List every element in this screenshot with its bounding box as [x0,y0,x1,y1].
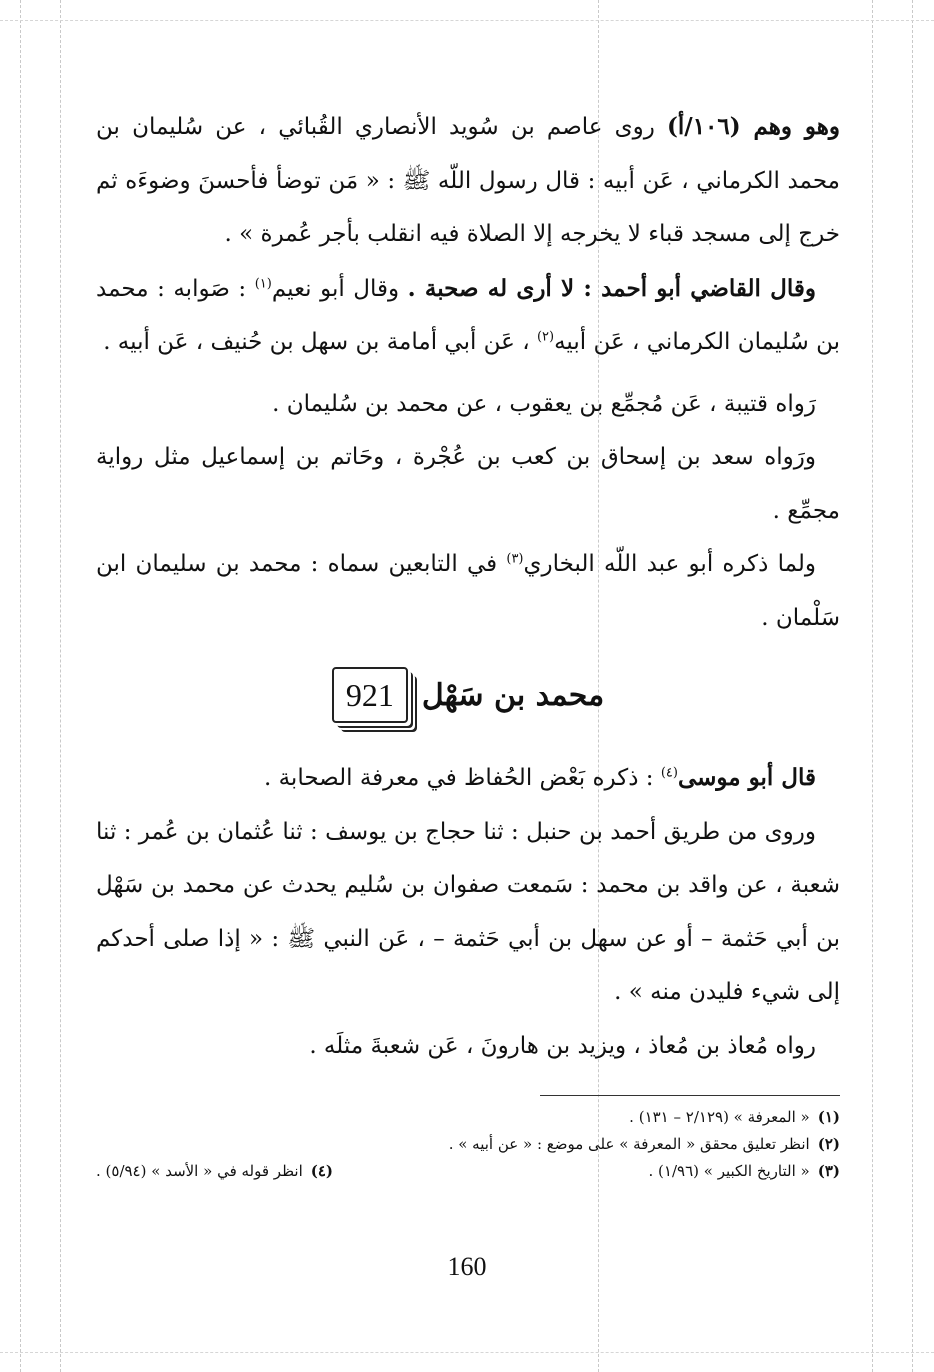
footnote-ref[interactable]: (٢) [536,329,555,345]
footnote-ref[interactable]: (٤) [660,765,678,781]
paragraph-6 [96,751,840,806]
paragraph-lead: وهو وهم (١٠٦/أ) [667,113,840,140]
paragraph-7: وروى من طريق أحمد بن حنبل : ثنا حجاج بن يوسف : ثنا عُثمان بن عُمر : ثنا شعبة ، عن واقد بن محمد : سَمعت صفوان بن سُليم يحدث عن محمد بن سَهْل بن أبي حَثمة – أو عن سهل بن أبي حَثمة – ، عَن النبي ﷺ : « إذا صلى أحدكم إلى شيء فليدن منه » . [96,818,840,1005]
paragraph-1 [96,100,840,262]
footnote-text: انظر قوله في « الأسد » (٥/٩٤) . [96,1162,303,1180]
footnote-number: (٤) [310,1162,334,1180]
paragraph-8: رواه مُعاذ بن مُعاذ ، ويزيد بن هارونَ ، عَن شعبةَ مثلَه . [309,1032,816,1059]
footnote-4 [96,1158,333,1185]
footnote-3 [649,1158,840,1185]
paragraph-text: : ذكره بَعْض الحُفاظ في معرفة الصحابة . [263,765,661,791]
page-body [96,100,840,1185]
paragraph-text: في التابعين سماه : محمد بن سليمان ابن سَلْمان . [96,551,840,631]
paragraph-text: وقال أبو نعيم [271,275,408,302]
footnote-number: (١) [817,1108,840,1126]
paragraph-lead: قال أبو موسى [677,764,816,791]
page-number: 160 [447,1252,487,1281]
guide-line [912,0,913,1372]
footnote-row [96,1158,840,1185]
footnote-ref[interactable]: (١) [254,275,272,291]
footnote-number: (٣) [817,1162,840,1180]
guide-line [872,0,873,1372]
footnote-text: انظر تعليق محقق « المعرفة » على موضع : « عن أبيه » . [448,1135,810,1153]
paragraph-text: ولما ذكره أبو عبد اللّه البخاري [523,551,817,577]
guide-line [0,20,934,21]
paragraph-2 [96,262,840,370]
footnote-rule [540,1095,840,1096]
paragraph-lead: وقال القاضي أبو أحمد : لا أرى له صحبة . [407,274,816,302]
entry-number: 921 [345,676,394,713]
paragraph-text: روى عاصم بن سُويد الأنصاري القُبائي ، عن سُليمان بن محمد الكرماني ، عَن أبيه : قال رسول اللّه ﷺ : « مَن توضأ فأحسنَ وضوءَه ثم خرج إلى مسجد قباء لا يخرجه إلا الصلاة فيه انقلب بأجر عُمرة » . [96,114,840,247]
footnote-number: (٢) [817,1135,840,1153]
footnote-2 [96,1131,840,1158]
entry-title: محمد بن سَهْل [421,677,605,713]
paragraph-text: : صَوابه : محمد بن سُليمان الكرماني ، عَن أبيه [96,275,840,355]
paragraph-text: ، عَن أبي أمامة بن سهل بن حُنيف ، عَن أبيه . [103,329,537,355]
entry-number-box [332,667,408,723]
footnote-text: « التاريخ الكبير » (١/٩٦) . [648,1162,810,1180]
footnote-1 [96,1104,840,1131]
paragraph-5 [96,538,840,645]
guide-line [20,0,21,1372]
guide-line [60,0,61,1372]
paragraph-3: رَواه قتيبة ، عَن مُجمِّع بن يعقوب ، عن محمد بن سُليمان . [272,390,816,417]
guide-line [0,1352,934,1353]
paragraph-4: ورَواه سعد بن إسحاق بن كعب بن عُجْرة ، وحَاتم بن إسماعيل مثل رواية مجمِّع . [96,444,840,524]
footnote-ref[interactable]: (٣) [506,551,524,567]
footnote-text: « المعرفة » (٢/١٢٩ – ١٣١) . [629,1108,810,1126]
entry-heading [96,649,840,741]
